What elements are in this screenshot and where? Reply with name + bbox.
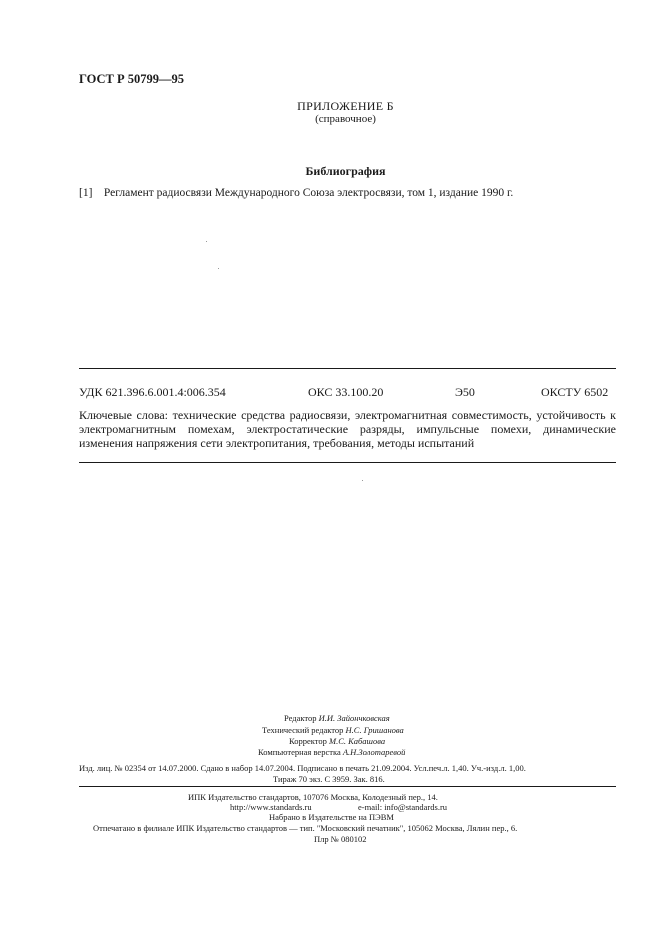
bibliography-item	[79, 187, 513, 199]
publisher-line-5: Плр № 080102	[314, 834, 367, 844]
imprint-line-2: Тираж 70 экз. С 3959. Зак. 816.	[273, 774, 385, 784]
imprint-line-1: Изд. лиц. № 02354 от 14.07.2000. Сдано в набор 14.07.2004. Подписано в печать 21.09.2004. Усл.печ.л. 1,40. Уч.-изд.л. 1,00.	[79, 763, 526, 773]
credit-corrector	[289, 736, 385, 746]
publisher-email: e-mail: info@standards.ru	[358, 802, 448, 812]
keywords-paragraph: Ключевые слова: технические средства радиосвязи, электромагнитная совместимость, устойчивость к электромагнитным помехам, электростатические разряды, импульсные помехи, динамические изменения напряжения сети электропитания, требования, методы испытаний	[79, 408, 616, 450]
credit-layout-label: Компьютерная верстка	[258, 747, 341, 757]
credit-tech-editor-label: Технический редактор	[262, 725, 344, 735]
publisher-web: http://www.standards.ru	[230, 802, 312, 812]
credit-corrector-label: Корректор	[289, 736, 327, 746]
credit-editor-label: Редактор	[284, 713, 317, 723]
bibliography-item-text: Регламент радиосвязи Международного Союза электросвязи, том 1, издание 1990 г.	[103, 187, 514, 199]
credit-layout-name: А.Н.Золотаревой	[342, 747, 406, 757]
appendix-title: ПРИЛОЖЕНИЕ Б	[297, 99, 394, 113]
credit-layout	[258, 747, 405, 757]
credit-tech-editor	[262, 725, 404, 735]
oks-code: ОКС 33.100.20	[308, 385, 384, 399]
category-code: Э50	[455, 385, 475, 399]
scan-speck	[362, 480, 363, 481]
divider-middle	[79, 462, 616, 463]
document-code: ГОСТ Р 50799—95	[79, 72, 185, 86]
okstu-code: ОКСТУ 6502	[541, 385, 609, 399]
divider-bottom	[79, 786, 616, 787]
appendix-note: (справочное)	[315, 113, 376, 125]
scan-speck	[206, 241, 207, 242]
credit-tech-editor-name: Н.С. Гришанова	[345, 725, 404, 735]
publisher-line-1: ИПК Издательство стандартов, 107076 Москва, Колодезный пер., 14.	[188, 792, 438, 802]
divider-top	[79, 368, 616, 369]
credit-corrector-name: М.С. Кабашова	[329, 736, 386, 746]
publisher-line-3: Набрано в Издательстве на ПЭВМ	[269, 812, 394, 822]
scan-speck	[218, 268, 219, 269]
credit-editor-name: И.И. Зайончковская	[318, 713, 390, 723]
udk-code: УДК 621.396.6.001.4:006.354	[79, 385, 226, 399]
credit-editor	[284, 713, 390, 723]
bibliography-heading: Библиография	[305, 164, 386, 178]
bibliography-item-number: [1]	[79, 187, 93, 199]
publisher-line-4: Отпечатано в филиале ИПК Издательство стандартов — тип. "Московский печатник", 105062 Москва, Лялин пер., 6.	[93, 823, 518, 833]
